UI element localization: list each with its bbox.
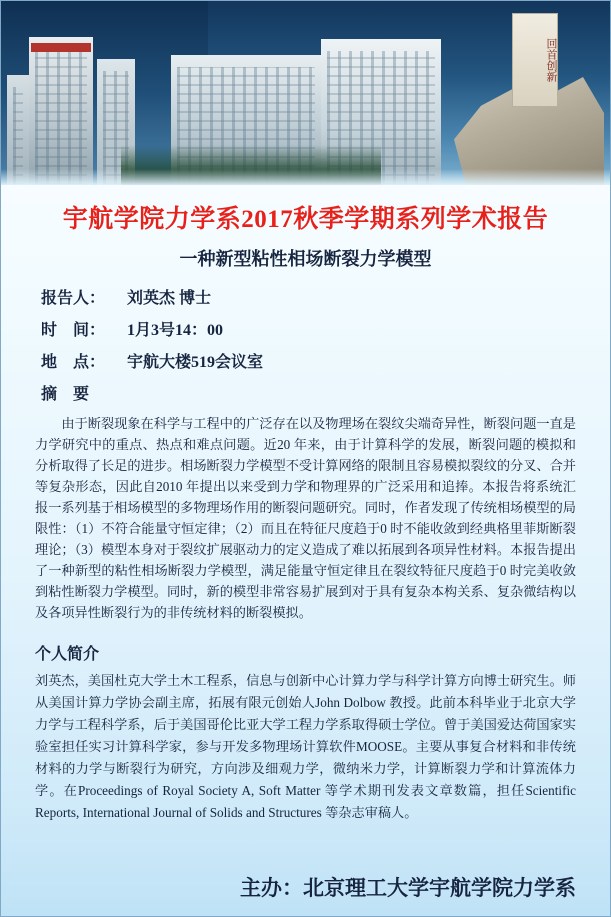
window-grid [35, 49, 87, 185]
info-label-speaker: 报告人： [41, 290, 106, 307]
banner-image [1, 1, 610, 185]
info-label-time: 时 间： [41, 322, 106, 339]
info-value-speaker: 刘英杰 博士 [127, 290, 212, 307]
talk-info-block [41, 285, 570, 404]
info-value-location: 宇航大楼519会议室 [127, 354, 264, 371]
banner-gradient-fade [1, 169, 610, 185]
info-label-location: 地 点： [41, 354, 106, 371]
bio-heading: 个人简介 [35, 646, 100, 663]
info-row-location [41, 349, 570, 372]
red-signage-band [31, 43, 91, 52]
info-label-abstract: 摘 要 [41, 386, 90, 403]
organizer-footer: 主办：北京理工大学宇航学院力学系 [240, 876, 576, 900]
building-main-tower [29, 37, 93, 185]
page-subtitle: 一种新型粘性相场断裂力学模型 [179, 249, 432, 269]
info-row-abstract-heading [41, 381, 570, 404]
info-value-time: 1月3号14：00 [127, 322, 224, 339]
abstract-text: 由于断裂现象在科学与工程中的广泛存在以及物理场在裂纹尖端奇异性，断裂问题一直是力学研究中的重点、热点和难点问题。近20 年来，由于计算科学的发展，断裂问题的模拟和分析取得了长足的进步。相场断裂力学模型不受计算网络的限制且容易模拟裂纹的分叉、合并等复杂形态，因此自2010 年提出以来受到力学和物理界的广泛采用和追捧。本报告将系统汇报一系列基于相场模型的多物理场作用的断裂问题研究。同时，作者发现了传统相场模型的局限性：（1）不符合能量守恒定律；（2）而且在特征尺度趋于0 时不能收敛到经典格里菲斯断裂理论；（3）模型本身对于裂纹扩展驱动力的定义造成了难以拓展到各项异性材料。本报告提出了一种新型的粘性相场断裂力学模型，满足能量守恒定律且在裂纹特征尺度趋于0 时完美收敛到粘性断裂力学模型。同时，新的模型非常容易扩展到对于具有复杂本构关系、复杂微结构以及各项异性断裂行为的非传统材料的断裂模拟。 [35, 416, 576, 620]
page-title: 宇航学院力学系2017秋季学期系列学术报告 [62, 206, 549, 233]
bio-text: 刘英杰，美国杜克大学土木工程系，信息与创新中心计算力学与科学计算方向博士研究生。师从美国计算力学协会副主席，拓展有限元创始人John Dolbow 教授。此前本科毕业于北京大学力学与工程科学系，后于美国哥伦比亚大学工程力学系取得硕士学位。曾于美国爱达荷国家实验室担任实习计算科学家，参与开发多物理场计算软件MOOSE。主要从事复合材料和非传统材料的力学与断裂行为研究，方向涉及细观力学，微纳米力学，计算断裂力学和计算流体力学。在Proceedings of Royal Society A, Soft Matter 等学术期刊发表文章数篇，担任Scientific Reports, International Journal of Solids and Structures 等杂志审稿人。 [35, 673, 576, 820]
info-row-speaker [41, 285, 570, 308]
stele-monument [512, 13, 558, 107]
info-row-time [41, 317, 570, 340]
stele-inscription: 回首创新 [545, 38, 557, 82]
